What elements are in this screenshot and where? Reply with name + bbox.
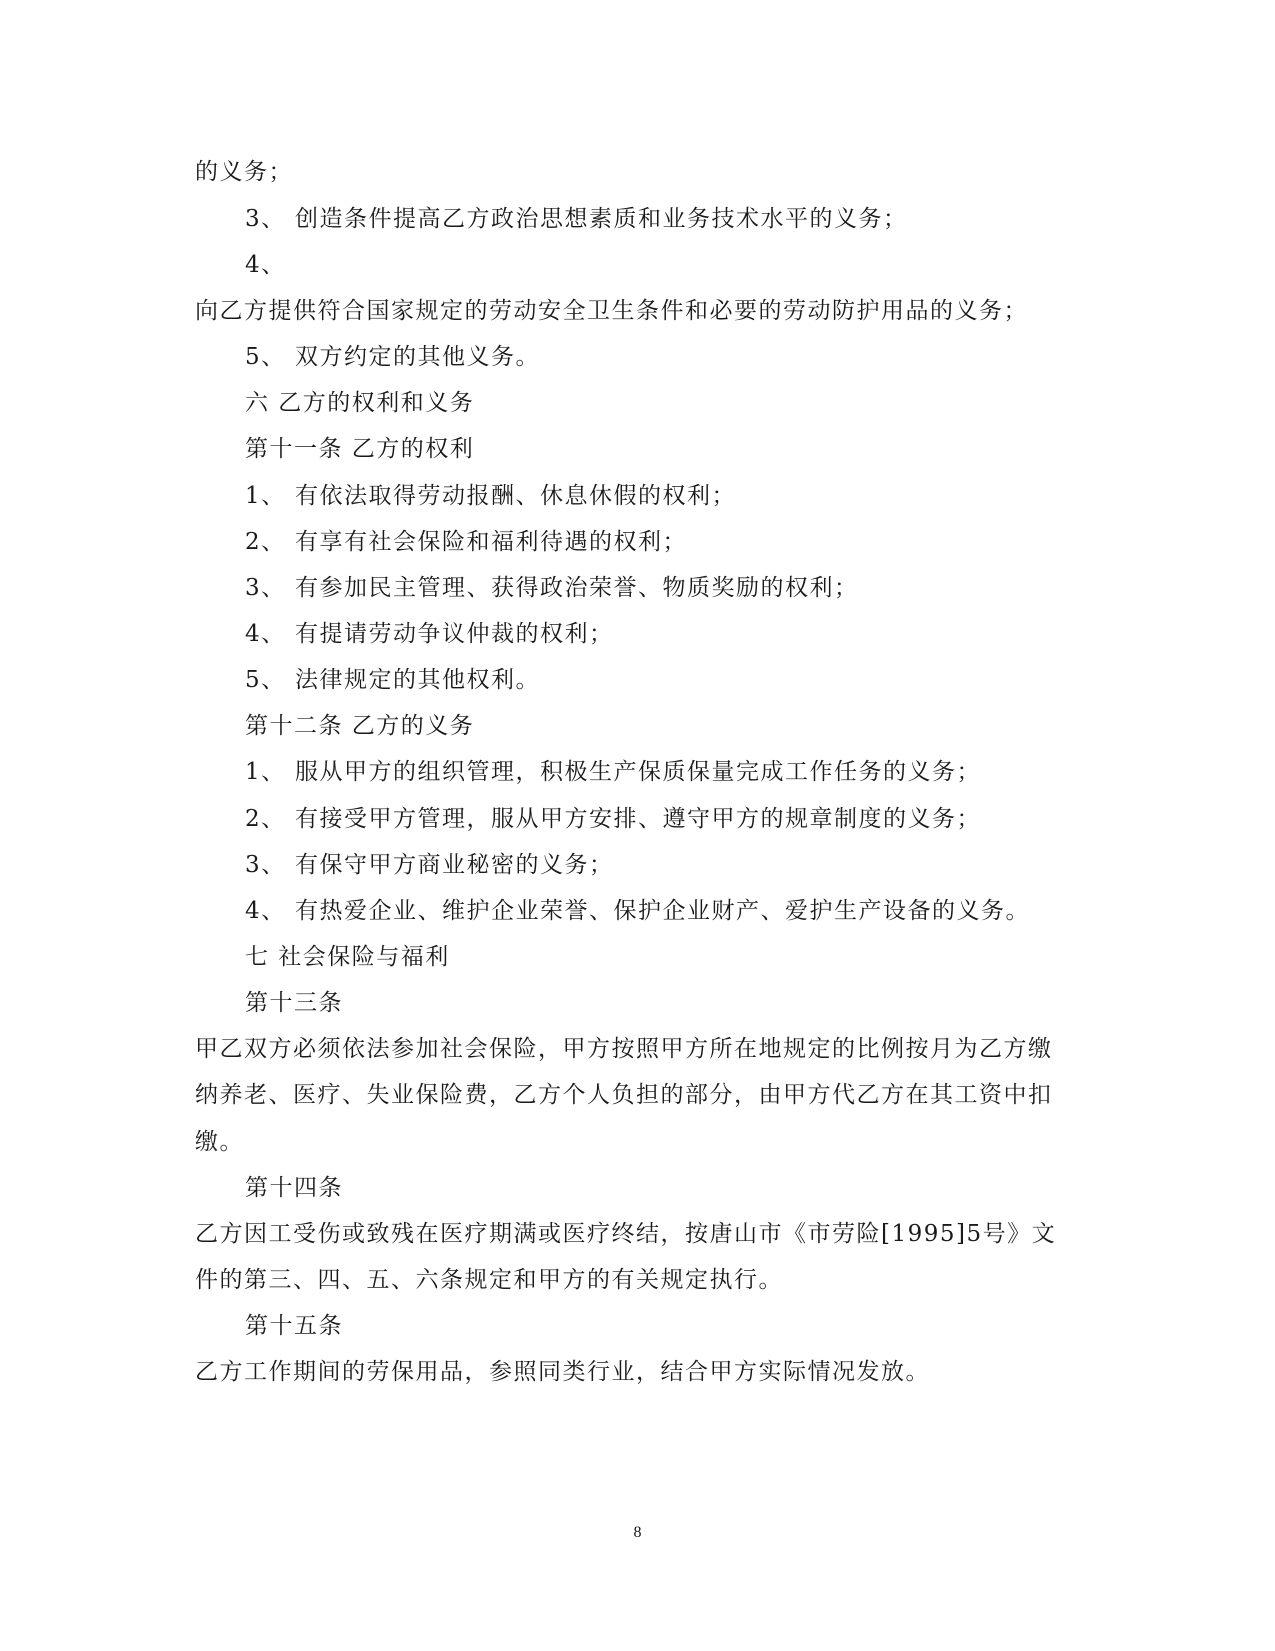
article-heading: 第十一条 乙方的权利 [245,436,475,462]
list-item [0,850,1275,880]
list-text: 有热爱企业、维护企业荣誉、保护企业财产、爱护生产设备的义务。 [295,898,1030,924]
section-heading: 七 社会保险与福利 [245,944,450,970]
list-number: 4、 [245,898,286,924]
list-number: 3、 [245,852,286,878]
list-text: 有保守甲方商业秘密的义务； [295,852,614,878]
list-text: 服从甲方的组织管理，积极生产保质保量完成工作任务的义务； [295,759,981,785]
text-line: 向乙方提供符合国家规定的劳动安全卫生条件和必要的劳动防护用品的义务； [195,298,1028,324]
paragraph-line: 件的第三、四、五、六条规定和甲方的有关规定执行。 [195,1267,783,1293]
list-text: 有提请劳动争议仲裁的权利； [295,621,614,647]
paragraph-line: 乙方工作期间的劳保用品，参照同类行业，结合甲方实际情况发放。 [195,1359,930,1385]
list-item [0,481,1275,511]
paragraph-line: 乙方因工受伤或致残在医疗期满或医疗终结，按唐山市《市劳险[1995]5号》文 [195,1221,1057,1247]
list-text: 有接受甲方管理，服从甲方安排、遵守甲方的规章制度的义务； [295,806,981,832]
list-item [0,896,1275,926]
article-heading: 第十五条 [245,1313,343,1339]
paragraph-line: 纳养老、医疗、失业保险费，乙方个人负担的部分，由甲方代乙方在其工资中扣 [195,1082,1053,1108]
article-heading: 第十四条 [245,1175,343,1201]
page-number: 8 [633,1524,642,1541]
list-item [0,804,1275,834]
paragraph-line: 甲乙双方必须依法参加社会保险，甲方按照甲方所在地规定的比例按月为乙方缴 [195,1036,1053,1062]
list-number: 4、 [245,621,286,647]
text-line: 的义务； [195,159,293,185]
list-number: 1、 [245,483,286,509]
list-item [0,204,1275,234]
list-item [0,665,1275,695]
list-item [0,757,1275,787]
list-number: 5、 [245,667,286,693]
list-item [0,527,1275,557]
list-number: 2、 [245,529,286,555]
list-text: 双方约定的其他义务。 [295,344,540,370]
list-number: 2、 [245,806,286,832]
list-text: 有享有社会保险和福利待遇的权利； [295,529,687,555]
paragraph-line: 缴。 [195,1129,244,1155]
list-number: 1、 [245,759,286,785]
list-text: 有依法取得劳动报酬、休息休假的权利； [295,483,736,509]
list-number: 4、 [245,252,286,278]
list-text: 创造条件提高乙方政治思想素质和业务技术水平的义务； [295,206,908,232]
list-text: 法律规定的其他权利。 [295,667,540,693]
article-heading: 第十二条 乙方的义务 [245,713,475,739]
list-number: 3、 [245,206,286,232]
list-item [0,342,1275,372]
list-number: 5、 [245,344,286,370]
list-number: 3、 [245,575,286,601]
list-item [0,619,1275,649]
list-text: 有参加民主管理、获得政治荣誉、物质奖励的权利； [295,575,859,601]
list-item [0,573,1275,603]
list-item [0,250,1275,280]
section-heading: 六 乙方的权利和义务 [245,390,475,416]
article-heading: 第十三条 [245,990,343,1016]
